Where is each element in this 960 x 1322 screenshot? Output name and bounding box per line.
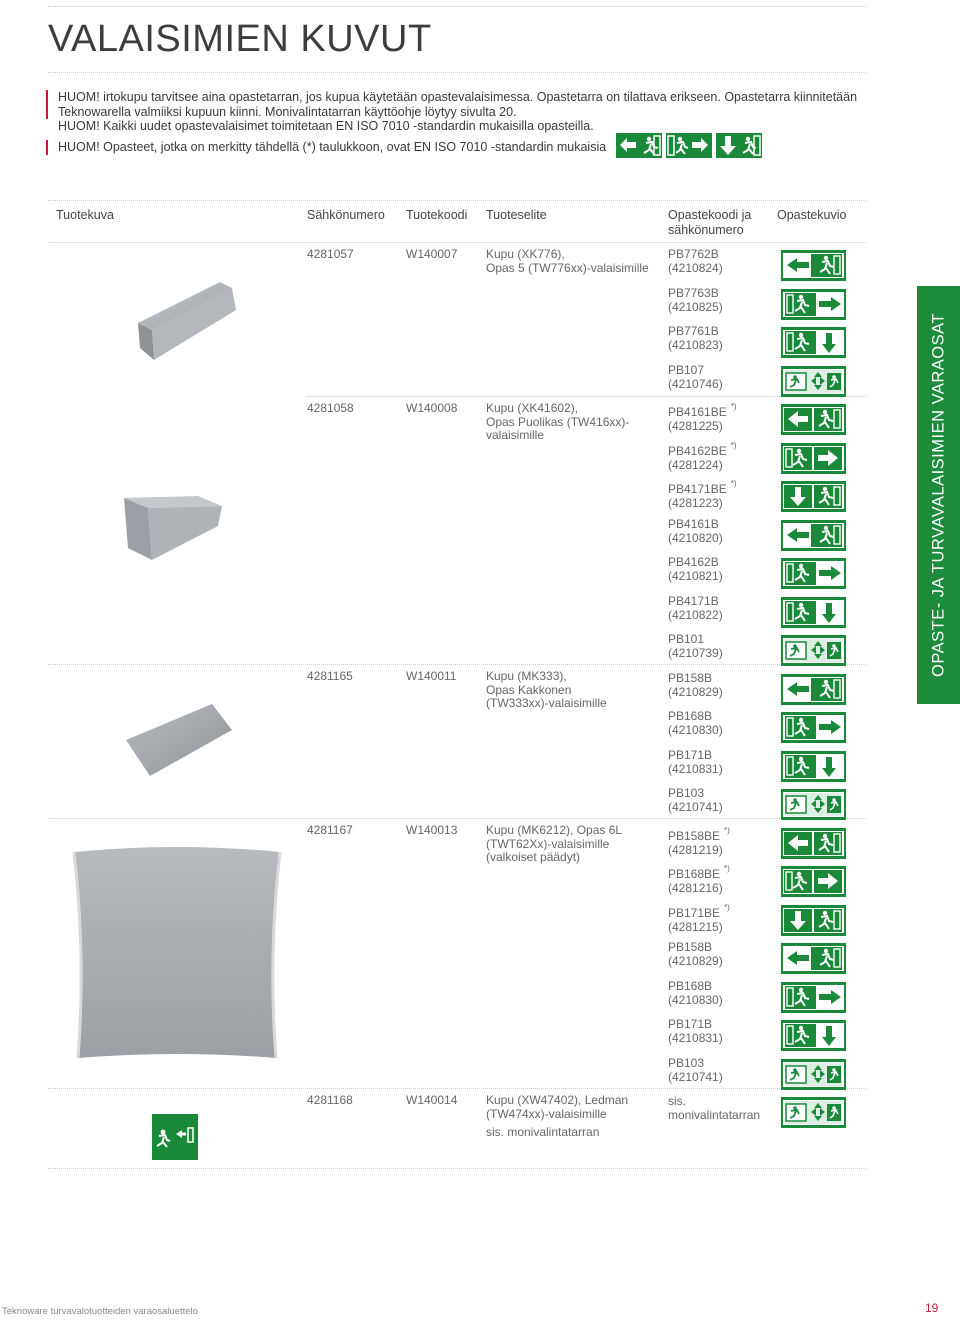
- header-sign-down-icon: [716, 133, 762, 158]
- sign-code-text: PB4161BE: [668, 405, 727, 419]
- sign-code-text: PB4162B: [668, 555, 719, 569]
- sign-electric-number: (4210831): [668, 1030, 723, 1045]
- sign-code: [668, 980, 723, 994]
- sign-code-entry: [668, 402, 737, 433]
- iso-star-mark: *): [730, 479, 737, 488]
- sign-code: [668, 672, 723, 686]
- sign-electric-number: (4210739): [668, 645, 723, 660]
- sign-code-entry: [668, 672, 723, 699]
- note-1-line-1: HUOM! irtokupu tarvitsee aina opastetarran, jos kupua käytetään opastevalaisimessa. Opastetarra on tilattava erikseen. Opastetarra kiinnitetään: [58, 90, 858, 104]
- table-top-rule: [48, 200, 866, 201]
- row5-selite-line: (TW474xx)-valaisimille: [486, 1106, 607, 1121]
- iso-arrow-left-icon: [781, 828, 846, 859]
- sign-code-entry: [668, 980, 723, 1007]
- sign-electric-number: (4210831): [668, 761, 723, 776]
- row2-tuotekoodi: W140008: [406, 401, 458, 415]
- row2-sahkonumero: 4281058: [307, 401, 354, 415]
- sign-code-text: PB168B: [668, 979, 713, 993]
- row5-selite-line: Kupu (XW47402), Ledman: [486, 1093, 629, 1107]
- sign-electric-number: (4210741): [668, 799, 723, 814]
- sign-electric-number: (4281224): [668, 457, 723, 472]
- iso-star-mark: *): [724, 826, 730, 835]
- note-1-line-2: Teknowarella valmiiksi kupuun kiinni. Monivalintatarran käyttöohje löytyy sivulta 20.: [58, 104, 517, 119]
- sign-code-text: PB4161B: [668, 517, 719, 531]
- sign-code: [668, 826, 730, 844]
- iso-star-mark: *): [730, 441, 737, 450]
- sign-code-entry: [668, 1018, 723, 1045]
- sign-code-entry: [668, 556, 723, 583]
- runner-arrow-down-icon: [781, 1020, 846, 1051]
- row2-selite-line: Opas Puolikas (TW416xx)-: [486, 414, 630, 429]
- section-tab: [917, 286, 960, 704]
- sign-code-entry: [668, 1095, 760, 1122]
- sign-code-text: PB4162BE: [668, 444, 727, 458]
- sign-code: [668, 749, 723, 763]
- row5-selite: [486, 1094, 628, 1140]
- col-tuoteselite: Tuoteselite: [486, 208, 547, 222]
- runner-arrow-down-icon: [781, 327, 846, 358]
- runner-arrow-right-icon: [781, 982, 846, 1013]
- row4-selite: [486, 824, 622, 865]
- sign-electric-number: (4281215): [668, 919, 723, 934]
- sign-electric-number: (4210741): [668, 1069, 723, 1084]
- sign-electric-number: (4210830): [668, 722, 723, 737]
- sign-code-text: PB168BE: [668, 867, 721, 881]
- row4-selite-line: (TWT62Xx)-valaisimille: [486, 836, 610, 851]
- sign-code: [668, 479, 737, 497]
- sign-electric-number: monivalintatarran: [668, 1107, 761, 1122]
- note-3: HUOM! Opasteet, jotka on merkitty tähdellä (*) taulukkoon, ovat EN ISO 7010 -standardin mukaisia: [46, 140, 606, 155]
- sign-code-entry: [668, 518, 723, 545]
- sign-code-text: PB171BE: [668, 906, 721, 920]
- col-opastekoodi: [668, 208, 751, 237]
- iso-arrow-down-icon: [781, 905, 846, 936]
- sign-code: [668, 633, 723, 647]
- iso-star-mark: *): [724, 903, 730, 912]
- col-opastekuvio: Opastekuvio: [777, 208, 847, 222]
- sign-code: [668, 441, 737, 459]
- sign-electric-number: (4210824): [668, 260, 723, 275]
- product-image-mk6212: [66, 844, 288, 1066]
- col-sahkonumero: Sähkönumero: [307, 208, 385, 222]
- sign-code: [668, 1057, 723, 1071]
- sign-electric-number: (4210823): [668, 337, 723, 352]
- sign-code-entry: [668, 903, 730, 934]
- sign-electric-number: (4281216): [668, 880, 723, 895]
- sign-code: [668, 941, 723, 955]
- sign-code-text: PB168B: [668, 709, 713, 723]
- top-rule: [48, 6, 866, 7]
- multi-direction-icon: [781, 1097, 846, 1128]
- col-opastekoodi-line-1: Opastekoodi ja: [668, 208, 752, 222]
- sign-code-text: PB7762B: [668, 247, 719, 261]
- header-signs: [616, 133, 762, 158]
- sign-electric-number: (4210830): [668, 992, 723, 1007]
- footer-text: Teknoware turvavalotuotteiden varaosaluettelo: [2, 1306, 198, 1317]
- product-image-mk333: [120, 698, 236, 778]
- sign-electric-number: (4210829): [668, 684, 723, 699]
- arrow-left-runner-icon: [781, 674, 846, 705]
- row2-selite: [486, 402, 629, 443]
- row-rule: [48, 818, 866, 819]
- row2-selite-line: Kupu (XK41602),: [486, 401, 579, 415]
- sign-electric-number: (4210820): [668, 530, 723, 545]
- sign-code-entry: [668, 595, 723, 622]
- row1-selite-line: Kupu (XK776),: [486, 247, 565, 261]
- multi-direction-icon: [781, 635, 846, 666]
- note-2: HUOM! Kaikki uudet opastevalaisimet toimitetaan EN ISO 7010 -standardin mukaisilla opasteilla.: [58, 119, 594, 133]
- row-rule: [48, 1088, 866, 1089]
- sign-code-entry: [668, 749, 723, 776]
- row1-tuotekoodi: W140007: [406, 247, 458, 261]
- arrow-left-runner-icon: [781, 250, 846, 281]
- row5-tuotekoodi: W140014: [406, 1093, 458, 1107]
- sign-code-text: PB158B: [668, 940, 713, 954]
- sign-code-entry: [668, 325, 723, 352]
- page-number: 19: [925, 1301, 939, 1315]
- row3-selite-line: Opas Kakkonen: [486, 682, 572, 697]
- sign-code: [668, 1018, 723, 1032]
- arrow-left-runner-icon: [781, 520, 846, 551]
- sign-code: [668, 903, 730, 921]
- iso-arrow-down-icon: [781, 481, 846, 512]
- sign-code-entry: [668, 826, 730, 857]
- sign-code-text: PB171B: [668, 1017, 713, 1031]
- sign-electric-number: (4281219): [668, 842, 723, 857]
- sign-code: [668, 556, 723, 570]
- sign-electric-number: (4281223): [668, 495, 723, 510]
- col-tuotekuva: Tuotekuva: [56, 208, 114, 222]
- sign-electric-number: (4210746): [668, 376, 723, 391]
- col-opastekoodi-line-2: sähkönumero: [668, 222, 744, 237]
- product-image-xw47402: [152, 1114, 198, 1160]
- sign-code-text: PB4171BE: [668, 482, 727, 496]
- row5-sahkonumero: 4281168: [307, 1093, 353, 1107]
- sign-code: [668, 287, 723, 301]
- runner-arrow-down-icon: [781, 751, 846, 782]
- sign-code-text: PB158B: [668, 671, 713, 685]
- sign-electric-number: (4210821): [668, 568, 723, 583]
- header-sign-left-icon: [616, 133, 662, 158]
- sign-code-text: PB4171B: [668, 594, 719, 608]
- col-tuotekoodi: Tuotekoodi: [406, 208, 468, 222]
- sign-code-entry: [668, 710, 723, 737]
- iso-arrow-right-icon: [781, 866, 846, 897]
- sign-code-entry: [668, 479, 737, 510]
- iso-arrow-right-icon: [781, 443, 846, 474]
- row4-sahkonumero: 4281167: [307, 823, 353, 837]
- table-header-rule: [48, 242, 866, 243]
- sign-code: [668, 248, 723, 262]
- sign-code-entry: [668, 248, 723, 275]
- row2-selite-line: valaisimille: [486, 428, 545, 442]
- row3-tuotekoodi: W140011: [406, 669, 457, 683]
- row1-selite: [486, 248, 649, 275]
- runner-arrow-right-icon: [781, 712, 846, 743]
- row1-sahkonumero: 4281057: [307, 247, 354, 261]
- sign-code: [668, 595, 723, 609]
- sign-code-text: PB158BE: [668, 829, 721, 843]
- sign-code-entry: [668, 864, 730, 895]
- sign-code-text: PB107: [668, 363, 705, 377]
- sign-code-text: PB101: [668, 632, 705, 646]
- row4-selite-line: (valkoiset päädyt): [486, 850, 581, 864]
- sign-code-entry: [668, 633, 723, 660]
- sign-code-text: sis.: [668, 1094, 686, 1108]
- row4-selite-line: Kupu (MK6212), Opas 6L: [486, 823, 623, 837]
- sign-electric-number: (4210822): [668, 607, 723, 622]
- section-tab-label: OPASTE- JA TURVAVALAISIMIEN VARAOSAT: [929, 313, 947, 677]
- arrow-left-runner-icon: [781, 943, 846, 974]
- iso-star-mark: *): [730, 402, 737, 411]
- multi-direction-icon: [781, 1059, 846, 1090]
- page-title: VALAISIMIEN KUVUT: [48, 18, 432, 60]
- sign-electric-number: (4210825): [668, 299, 723, 314]
- sign-code-text: PB103: [668, 1056, 705, 1070]
- sign-code-entry: [668, 1057, 723, 1084]
- row1-selite-line: Opas 5 (TW776xx)-valaisimille: [486, 260, 649, 275]
- sign-code: [668, 710, 723, 724]
- row3-sahkonumero: 4281165: [307, 669, 353, 683]
- sign-code-text: PB7763B: [668, 286, 719, 300]
- multi-direction-icon: [781, 789, 846, 820]
- sign-code: [668, 787, 723, 801]
- sign-code-entry: [668, 441, 737, 472]
- title-rule: [48, 72, 866, 73]
- row4-tuotekoodi: W140013: [406, 823, 458, 837]
- product-image-xk41602: [118, 490, 228, 572]
- sign-code-entry: [668, 941, 723, 968]
- sign-code: [668, 864, 730, 882]
- note-1: [46, 90, 857, 119]
- sign-code-entry: [668, 364, 723, 391]
- sign-code: [668, 518, 723, 532]
- sign-code-text: PB7761B: [668, 324, 719, 338]
- row3-selite-line: (TW333xx)-valaisimille: [486, 696, 607, 710]
- sign-electric-number: (4210829): [668, 953, 723, 968]
- iso-arrow-left-icon: [781, 404, 846, 435]
- sign-code: [668, 402, 737, 420]
- sign-electric-number: (4281225): [668, 418, 723, 433]
- runner-arrow-down-icon: [781, 597, 846, 628]
- iso-star-mark: *): [724, 864, 730, 873]
- row3-selite-line: Kupu (MK333),: [486, 669, 567, 683]
- sign-code-entry: [668, 287, 723, 314]
- product-image-xk776: [108, 278, 243, 366]
- sign-code: [668, 1095, 760, 1109]
- sign-code-entry: [668, 787, 723, 814]
- sign-code-text: PB171B: [668, 748, 713, 762]
- header-sign-right-icon: [666, 133, 712, 158]
- sign-code: [668, 364, 723, 378]
- sign-code: [668, 325, 723, 339]
- row5-selite-line: sis. monivalintatarran: [486, 1125, 600, 1139]
- row-rule: [48, 664, 866, 665]
- sign-code-text: PB103: [668, 786, 705, 800]
- multi-direction-icon: [781, 366, 846, 397]
- table-bottom-rule: [48, 1168, 866, 1169]
- row3-selite: [486, 670, 607, 711]
- runner-arrow-right-icon: [781, 558, 846, 589]
- runner-arrow-right-icon: [781, 289, 846, 320]
